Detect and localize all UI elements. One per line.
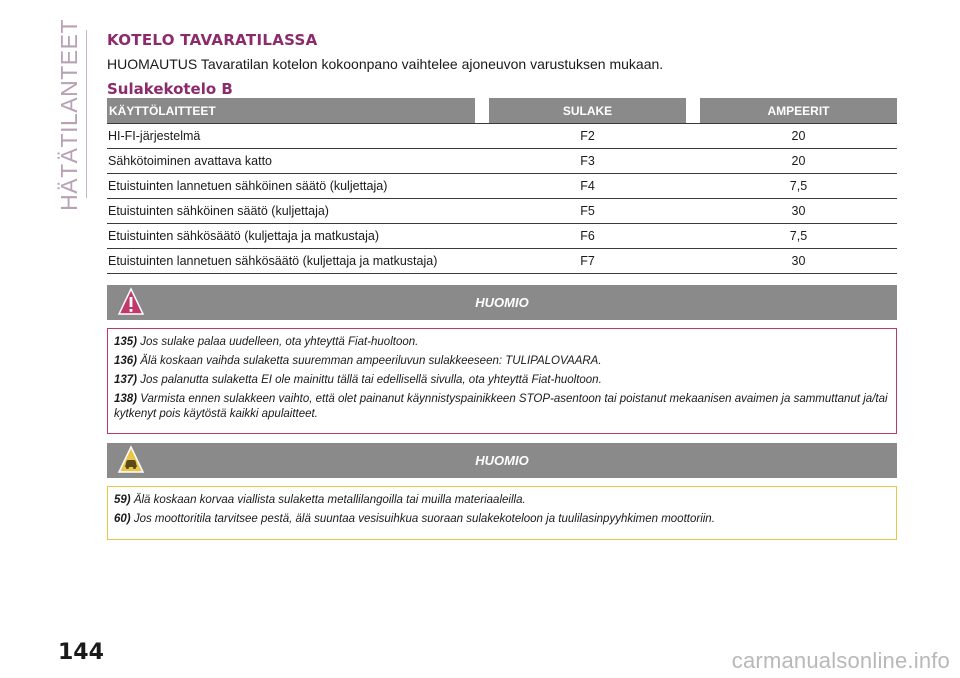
cell-device: Etuistuinten lannetuen sähkösäätö (kuljettaja ja matkustaja) [108,254,438,268]
table-row [107,224,897,249]
warning-item [114,354,890,369]
warning-header-2 [107,443,897,478]
page-number: 144 [58,640,104,665]
cell-device: HI-FI-järjestelmä [108,129,201,143]
cell-fuse: F3 [580,154,595,168]
table-row [107,174,897,199]
watermark: carmanualsonline.info [731,648,950,673]
cell-fuse: F6 [580,229,595,243]
cell-amperes: 30 [791,254,806,268]
warning-item-text: Jos sulake palaa uudelleen, ota yhteyttä Fiat-huoltoon. [140,336,419,348]
warning-item-number: 60) [114,513,131,525]
warning-item-number: 138) [114,393,138,405]
cell-device: Etuistuinten sähköinen säätö (kuljettaja) [108,204,329,218]
cell-fuse: F4 [580,179,595,193]
cell-amperes: 20 [791,154,806,168]
warning-item [114,392,890,422]
cell-fuse: F2 [580,129,595,143]
cell-device: Sähkötoiminen avattava katto [108,154,272,168]
warning-title-1: HUOMIO [475,295,529,310]
fuse-table [107,98,897,274]
warning-item-number: 59) [114,494,131,506]
cell-fuse: F5 [580,204,595,218]
warning-item-text: Älä koskaan korvaa viallista sulaketta metallilangoilla tai muilla materiaaleilla. [133,494,526,506]
warning-item-text: Varmista ennen sulakkeen vaihto, että olet painanut käynnistyspainikkeen STOP-asentoon tai poistanut mekaanisen avaimen ja sammuttanut ja/tai kytkenyt pois käytöstä kaikki apulaitteet. [114,393,888,420]
header-fuse: SULAKE [489,98,686,123]
table-row [107,199,897,224]
note-text: HUOMAUTUS Tavaratilan kotelon kokoonpano vaihtelee ajoneuvon varustuksen mukaan. [107,56,664,72]
warning-item [114,335,890,350]
side-divider [86,30,87,198]
warning-box-1 [107,328,897,434]
table-row [107,124,897,149]
warning-item-number: 136) [114,355,138,367]
section-side-title [54,19,84,211]
cell-amperes: 30 [791,204,806,218]
warning-item-text: Älä koskaan vaihda sulaketta suuremman ampeeriluvun sulakkeeseen: TULIPALOVAARA. [140,355,602,367]
table-row [107,249,897,274]
warning-item-number: 135) [114,336,138,348]
cell-fuse: F7 [580,254,595,268]
warning-title-2: HUOMIO [475,453,529,468]
cell-amperes: 7,5 [789,229,808,243]
cell-amperes: 7,5 [789,179,808,193]
section-side-title-text: HÄTÄTILANTEET [55,19,82,211]
subheading: Sulakekotelo B [107,80,233,98]
warning-item-text: Jos moottoritila tarvitsee pestä, älä suuntaa vesisuihkua suoraan sulakekoteloon ja tuulilasinpyyhkimen moottoriin. [133,513,715,525]
header-devices: KÄYTTÖLAITTEET [107,98,475,123]
page-heading: KOTELO TAVARATILASSA [107,31,318,49]
cell-amperes: 20 [791,129,806,143]
header-amperes: AMPEERIT [700,98,897,123]
warning-box-2 [107,486,897,540]
warning-header-1 [107,285,897,320]
warning-item-text: Jos palanutta sulaketta EI ole mainittu tällä tai edellisellä sivulla, ota yhteyttä Fiat-huoltoon. [140,374,602,386]
table-row [107,149,897,174]
warning-item [114,493,890,508]
warning-item-number: 137) [114,374,138,386]
table-header [107,98,897,124]
cell-device: Etuistuinten lannetuen sähköinen säätö (kuljettaja) [108,179,388,193]
warning-item [114,512,890,527]
cell-device: Etuistuinten sähkösäätö (kuljettaja ja matkustaja) [108,229,379,243]
warning-item [114,373,890,388]
